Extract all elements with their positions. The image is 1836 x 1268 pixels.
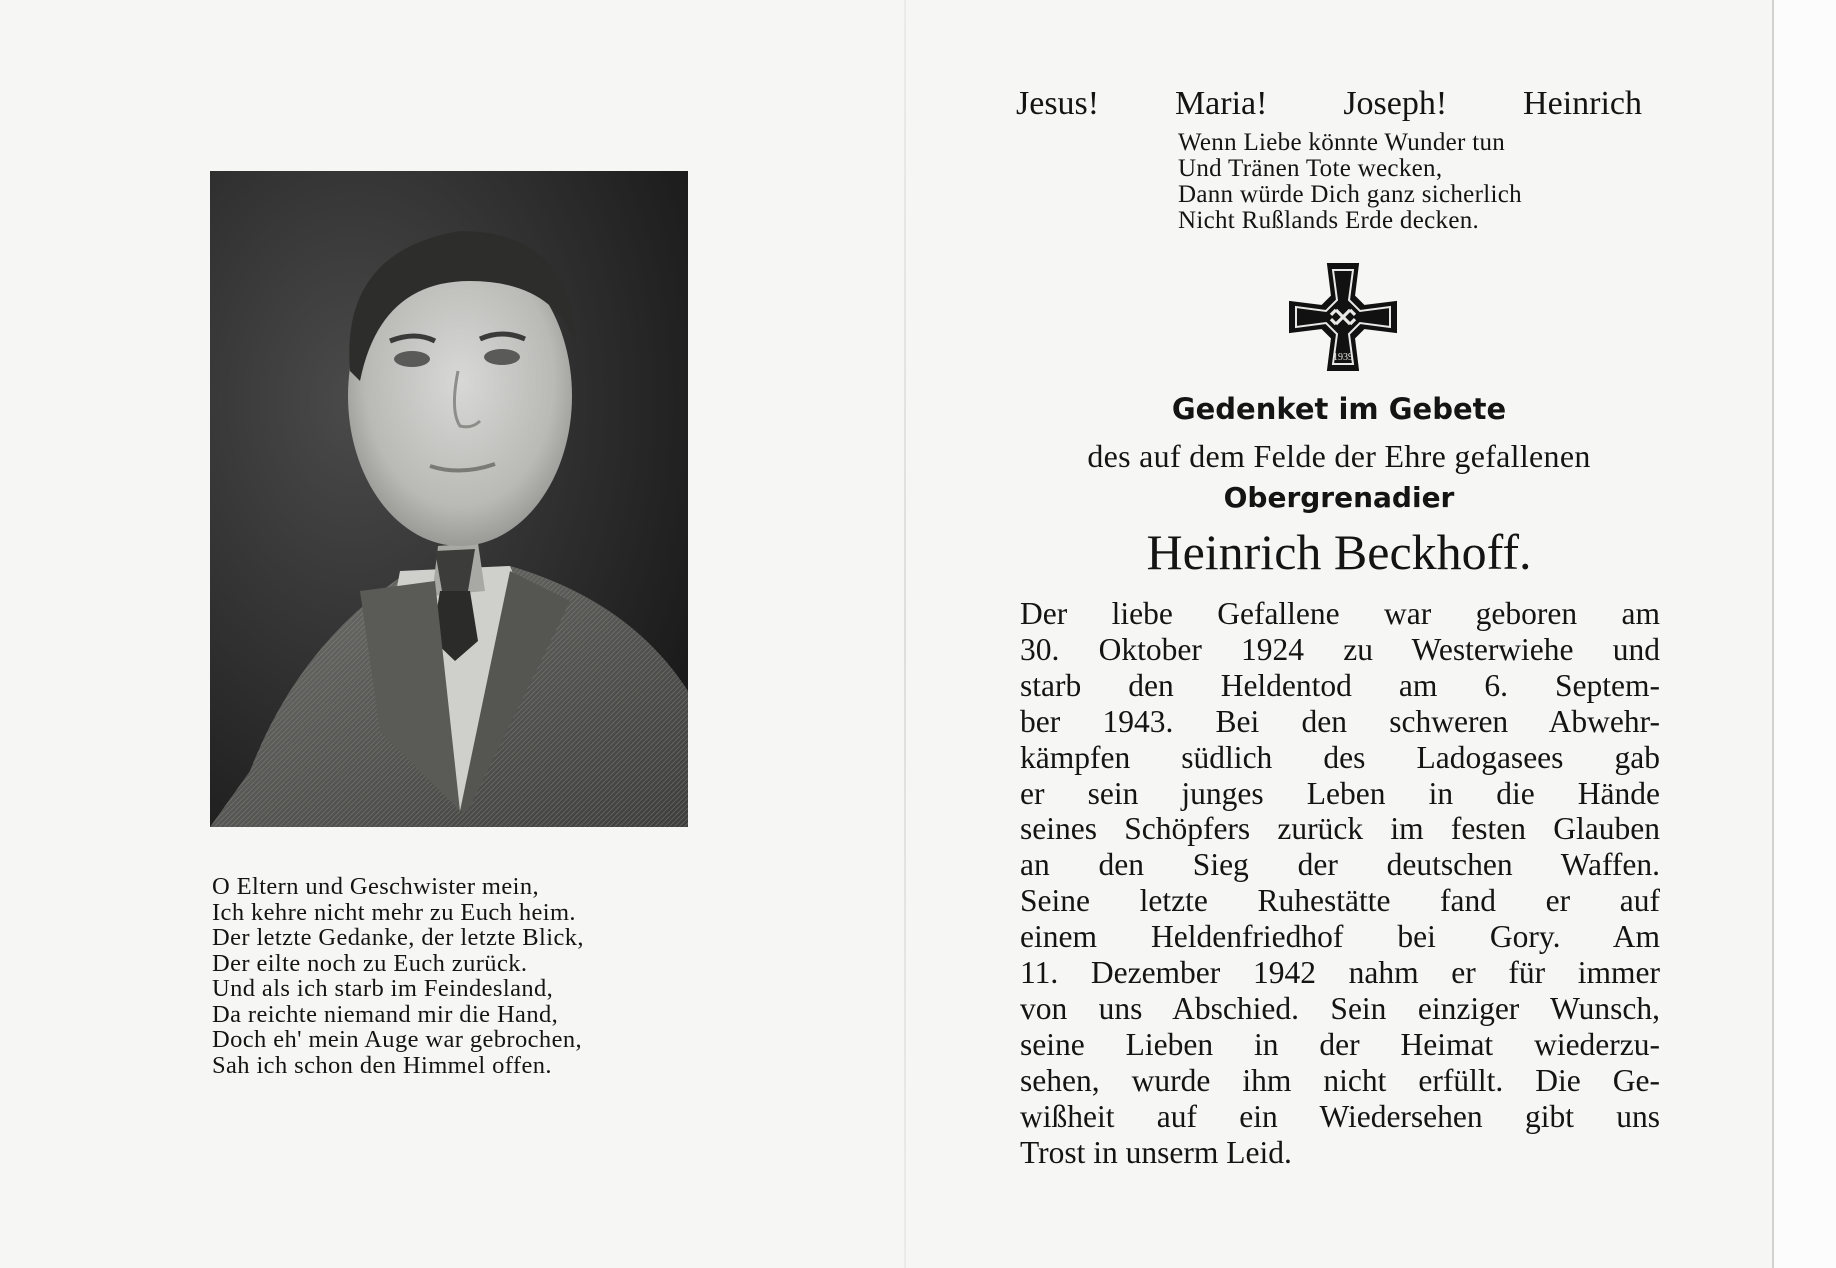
biography-line: ber 1943. Bei den schweren Abwehr-: [1020, 703, 1660, 739]
biography-line: an den Sieg der deutschen Waffen.: [1020, 847, 1660, 883]
biography-line: kämpfen südlich des Ladogasees gab: [1020, 739, 1660, 775]
fallen-subtitle: des auf dem Felde der Ehre gefallenen: [1087, 438, 1591, 474]
biography-line: 11. Dezember 1942 nahm er für immer: [1020, 955, 1660, 991]
poem-line: Der eilte noch zu Euch zurück.: [212, 949, 528, 977]
biography-line: Trost in unserm Leid.: [1020, 1134, 1292, 1170]
poem-line: Sah ich schon den Himmel offen.: [212, 1051, 552, 1079]
invocation-word: Heinrich: [1523, 85, 1642, 122]
invocation-word: Joseph!: [1343, 85, 1448, 122]
deceased-name: Heinrich Beckhoff.: [1146, 524, 1532, 580]
poem-line: O Eltern und Geschwister mein,: [212, 873, 540, 900]
iron-cross-icon: [1284, 258, 1402, 376]
invocation-word: Jesus!: [1016, 85, 1100, 122]
poem-line: Ich kehre nicht mehr zu Euch heim.: [212, 898, 576, 926]
verse-line: Wenn Liebe könnte Wunder tun: [1178, 129, 1506, 156]
biography-line: starb den Heldentod am 6. Septem-: [1020, 667, 1660, 703]
invocation: [1016, 84, 1642, 124]
card-fold: [904, 0, 906, 1268]
poem-left: [212, 874, 732, 1078]
rank-title: Obergrenadier: [1223, 481, 1455, 514]
invocation-word: Maria!: [1174, 85, 1268, 122]
poem-line: Der letzte Gedanke, der letzte Blick,: [212, 924, 584, 951]
biography-line: wißheit auf ein Wiedersehen gibt uns: [1020, 1098, 1660, 1134]
biography-line: 30. Oktober 1924 zu Westerwiehe und: [1020, 631, 1660, 667]
biography-line: Der liebe Gefallene war geboren am: [1020, 596, 1660, 631]
biography-line: sehen, wurde ihm nicht erfüllt. Die Ge-: [1020, 1062, 1660, 1098]
poem-line: Da reichte niemand mir die Hand,: [212, 1000, 559, 1028]
emblem-year: 1939: [1333, 352, 1353, 363]
biography-line: seines Schöpfers zurück im festen Glauben: [1020, 811, 1660, 847]
verse-line: Dann würde Dich ganz sicherlich: [1178, 181, 1522, 208]
portrait-photo: [210, 171, 688, 827]
verse-line: Und Tränen Tote wecken,: [1178, 155, 1443, 182]
remember-heading: Gedenket im Gebete: [1171, 392, 1507, 426]
biography-line: er sein junges Leben in die Hände: [1020, 775, 1660, 811]
biography-line: Seine letzte Ruhestätte fand er auf: [1020, 883, 1660, 919]
biography-line: seine Lieben in der Heimat wiederzu-: [1020, 1026, 1660, 1062]
card-edge: [1772, 0, 1836, 1268]
biography-line: einem Heldenfriedhof bei Gory. Am: [1020, 919, 1660, 955]
verse: [1178, 130, 1618, 234]
verse-line: Nicht Rußlands Erde decken.: [1178, 207, 1480, 234]
poem-line: Und als ich starb im Feindesland,: [212, 975, 554, 1002]
biography: [1020, 596, 1660, 1171]
biography-line: von uns Abschied. Sein einziger Wunsch,: [1020, 990, 1660, 1026]
poem-line: Doch eh' mein Auge war gebrochen,: [212, 1026, 583, 1053]
